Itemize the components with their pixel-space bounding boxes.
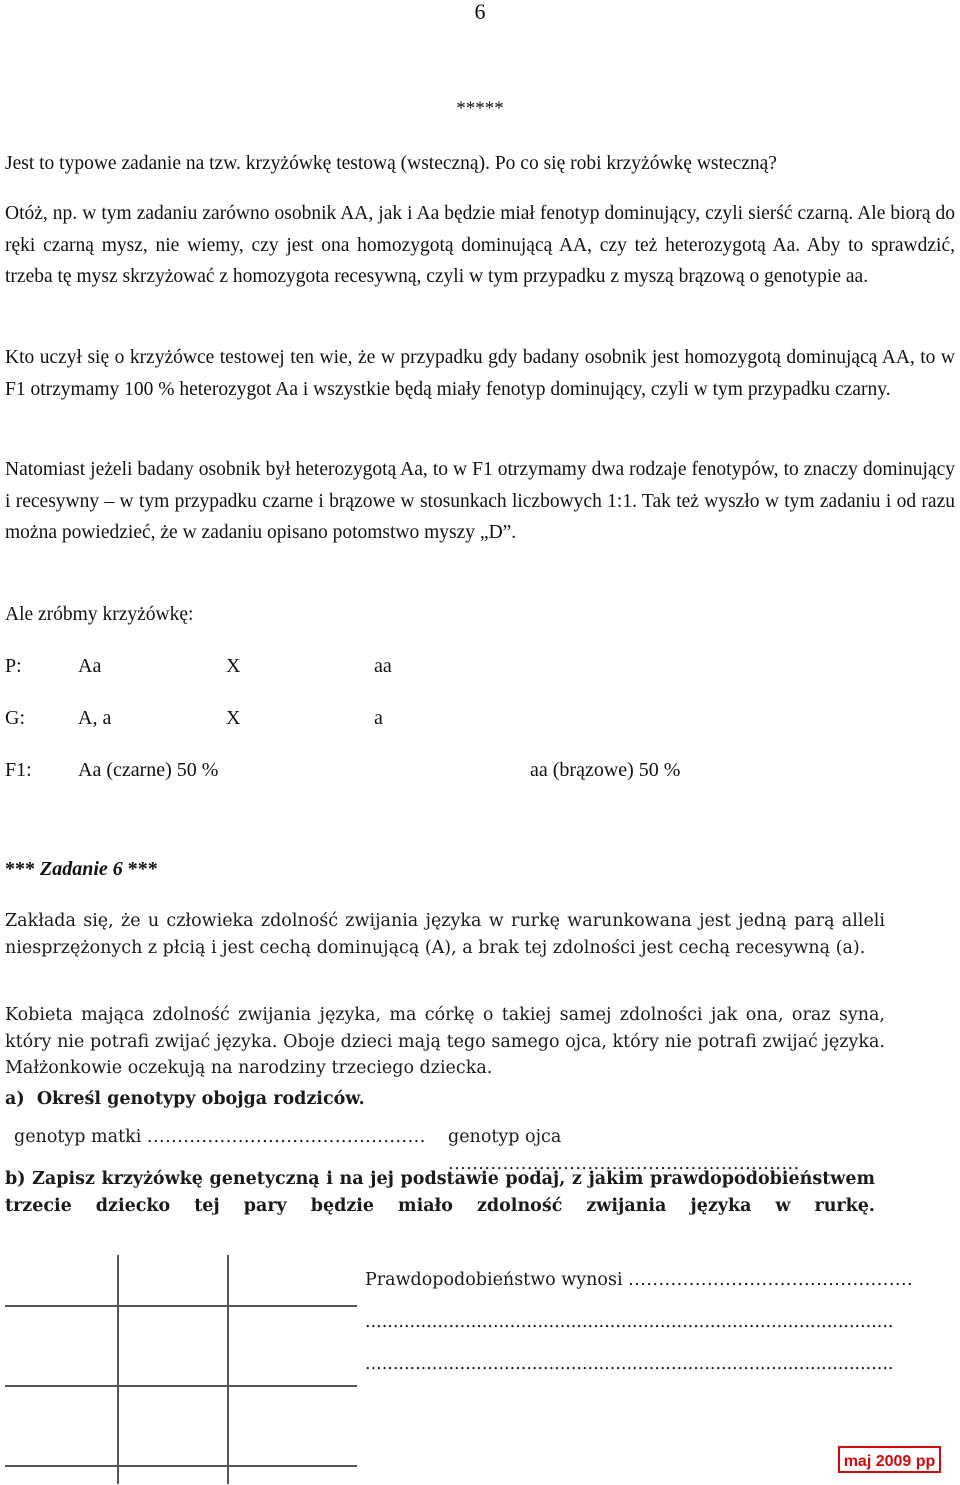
question-b-label: b) xyxy=(5,1169,26,1189)
cross-label-p: P: xyxy=(5,655,22,677)
answer-dotted-line[interactable]: ............................................................................................... xyxy=(365,1354,894,1374)
task-title: Zadanie 6 xyxy=(40,858,123,880)
task-intro-text: Zakłada się, że u człowieka zdolność zwijania języka w rurkę warunkowana jest jedną parą alleli niesprzężonych z płcią i jest cechą dominującą (A), a brak tej zdolności jest cechą recesywną (a). xyxy=(5,911,885,958)
cross-parent-right: aa xyxy=(374,655,392,677)
cross-row-gametes xyxy=(5,703,955,733)
paragraph-intro: Jest to typowe zadanie na tzw. krzyżówkę testową (wsteczną). Po co się robi krzyżówkę wsteczną? xyxy=(5,153,777,174)
task-stars-left: *** xyxy=(5,858,35,880)
exam-source-stamp: maj 2009 pp xyxy=(838,1446,941,1473)
genotype-answer-row xyxy=(14,1124,894,1174)
cross-parent-left: Aa xyxy=(78,655,102,677)
mother-genotype-label: genotyp matki xyxy=(14,1127,142,1147)
answer-dotted-line[interactable]: ............................................................................................... xyxy=(365,1312,894,1332)
probability-label: Prawdopodobieństwo wynosi xyxy=(365,1270,623,1290)
cross-f1-right: aa (brązowe) 50 % xyxy=(530,759,681,781)
cross-f1-left: Aa (czarne) 50 % xyxy=(78,759,219,781)
father-genotype-label: genotyp ojca xyxy=(448,1127,562,1147)
paragraph-heterozygote-case: Natomiast jeżeli badany osobnik był heterozygotą Aa, to w F1 otrzymamy dwa rodzaje fenotypów, to znaczy dominujący i recesywny – w tym przypadku czarne i brązowe w stosunkach liczbowych 1:1. Tak też wyszło w tym zadaniu i od razu można powiedzieć, że w zadaniu opisano potomstwo myszy „D”. xyxy=(5,459,955,543)
cross-label-g: G: xyxy=(5,707,25,729)
paragraph-explanation: Otóż, np. w tym zadaniu zarówno osobnik AA, jak i Aa będzie miał fenotyp dominujący, czyli sierść czarną. Ale biorą do ręki czarną mysz, nie wiemy, czy jest ona homozygotą dominującą AA, czy też heterozygotą Aa. Aby to sprawdzić, trzeba tę mysz skrzyżować z homozygota recesywną, czyli w tym przypadku z myszą brązową o genotypie aa. xyxy=(5,203,955,287)
punnett-square-grid[interactable] xyxy=(5,1255,357,1484)
cross-gametes-left: A, a xyxy=(78,707,112,729)
task-stars-right: *** xyxy=(127,858,158,880)
task-question-b xyxy=(5,1166,875,1219)
probability-field[interactable]: ............................................... xyxy=(628,1270,914,1290)
probability-answer-row xyxy=(365,1270,913,1290)
task-question-a xyxy=(5,1086,885,1113)
cross-sign: X xyxy=(226,655,241,677)
question-a-label: a) xyxy=(5,1089,25,1109)
paragraph-cross-intro: Ale zróbmy krzyżówkę: xyxy=(5,604,194,625)
question-a-text: Określ genotypy obojga rodziców. xyxy=(36,1089,365,1109)
question-b-text: Zapisz krzyżówkę genetyczną i na jej podstawie podaj, z jakim prawdopodobieństwem trzecie dziecko tej pary będzie miało zdolność zwijania języka w rurkę. xyxy=(5,1169,876,1216)
cross-label-f1: F1: xyxy=(5,759,32,781)
task-story-text: Kobieta mająca zdolność zwijania języka, ma córkę o takiej samej zdolności jak ona, oraz syna, który nie potrafi zwijać języka. Oboje dzieci mają tego samego ojca, który nie potrafi zwijać języka. Małżonkowie oczekują na narodziny trzeciego dziecka. xyxy=(5,1005,885,1078)
task-heading xyxy=(5,858,158,881)
section-separator: ***** xyxy=(456,98,504,119)
cross-gametes-right: a xyxy=(374,707,383,729)
page-number: 6 xyxy=(474,0,486,24)
paragraph-homozygote-case: Kto uczył się o krzyżówce testowej ten wie, że w przypadku gdy badany osobnik jest homozygotą dominującą AA, to w F1 otrzymamy 100 % heterozygot Aa i wszystkie będą miały fenotyp dominujący, czyli w tym przypadku czarny. xyxy=(5,347,955,400)
cross-sign: X xyxy=(226,707,241,729)
father-genotype-field[interactable]: .......................................................... xyxy=(448,1153,800,1174)
cross-row-f1 xyxy=(5,755,955,785)
mother-genotype-field[interactable]: .............................................. xyxy=(146,1127,426,1147)
cross-row-parents xyxy=(5,651,955,681)
